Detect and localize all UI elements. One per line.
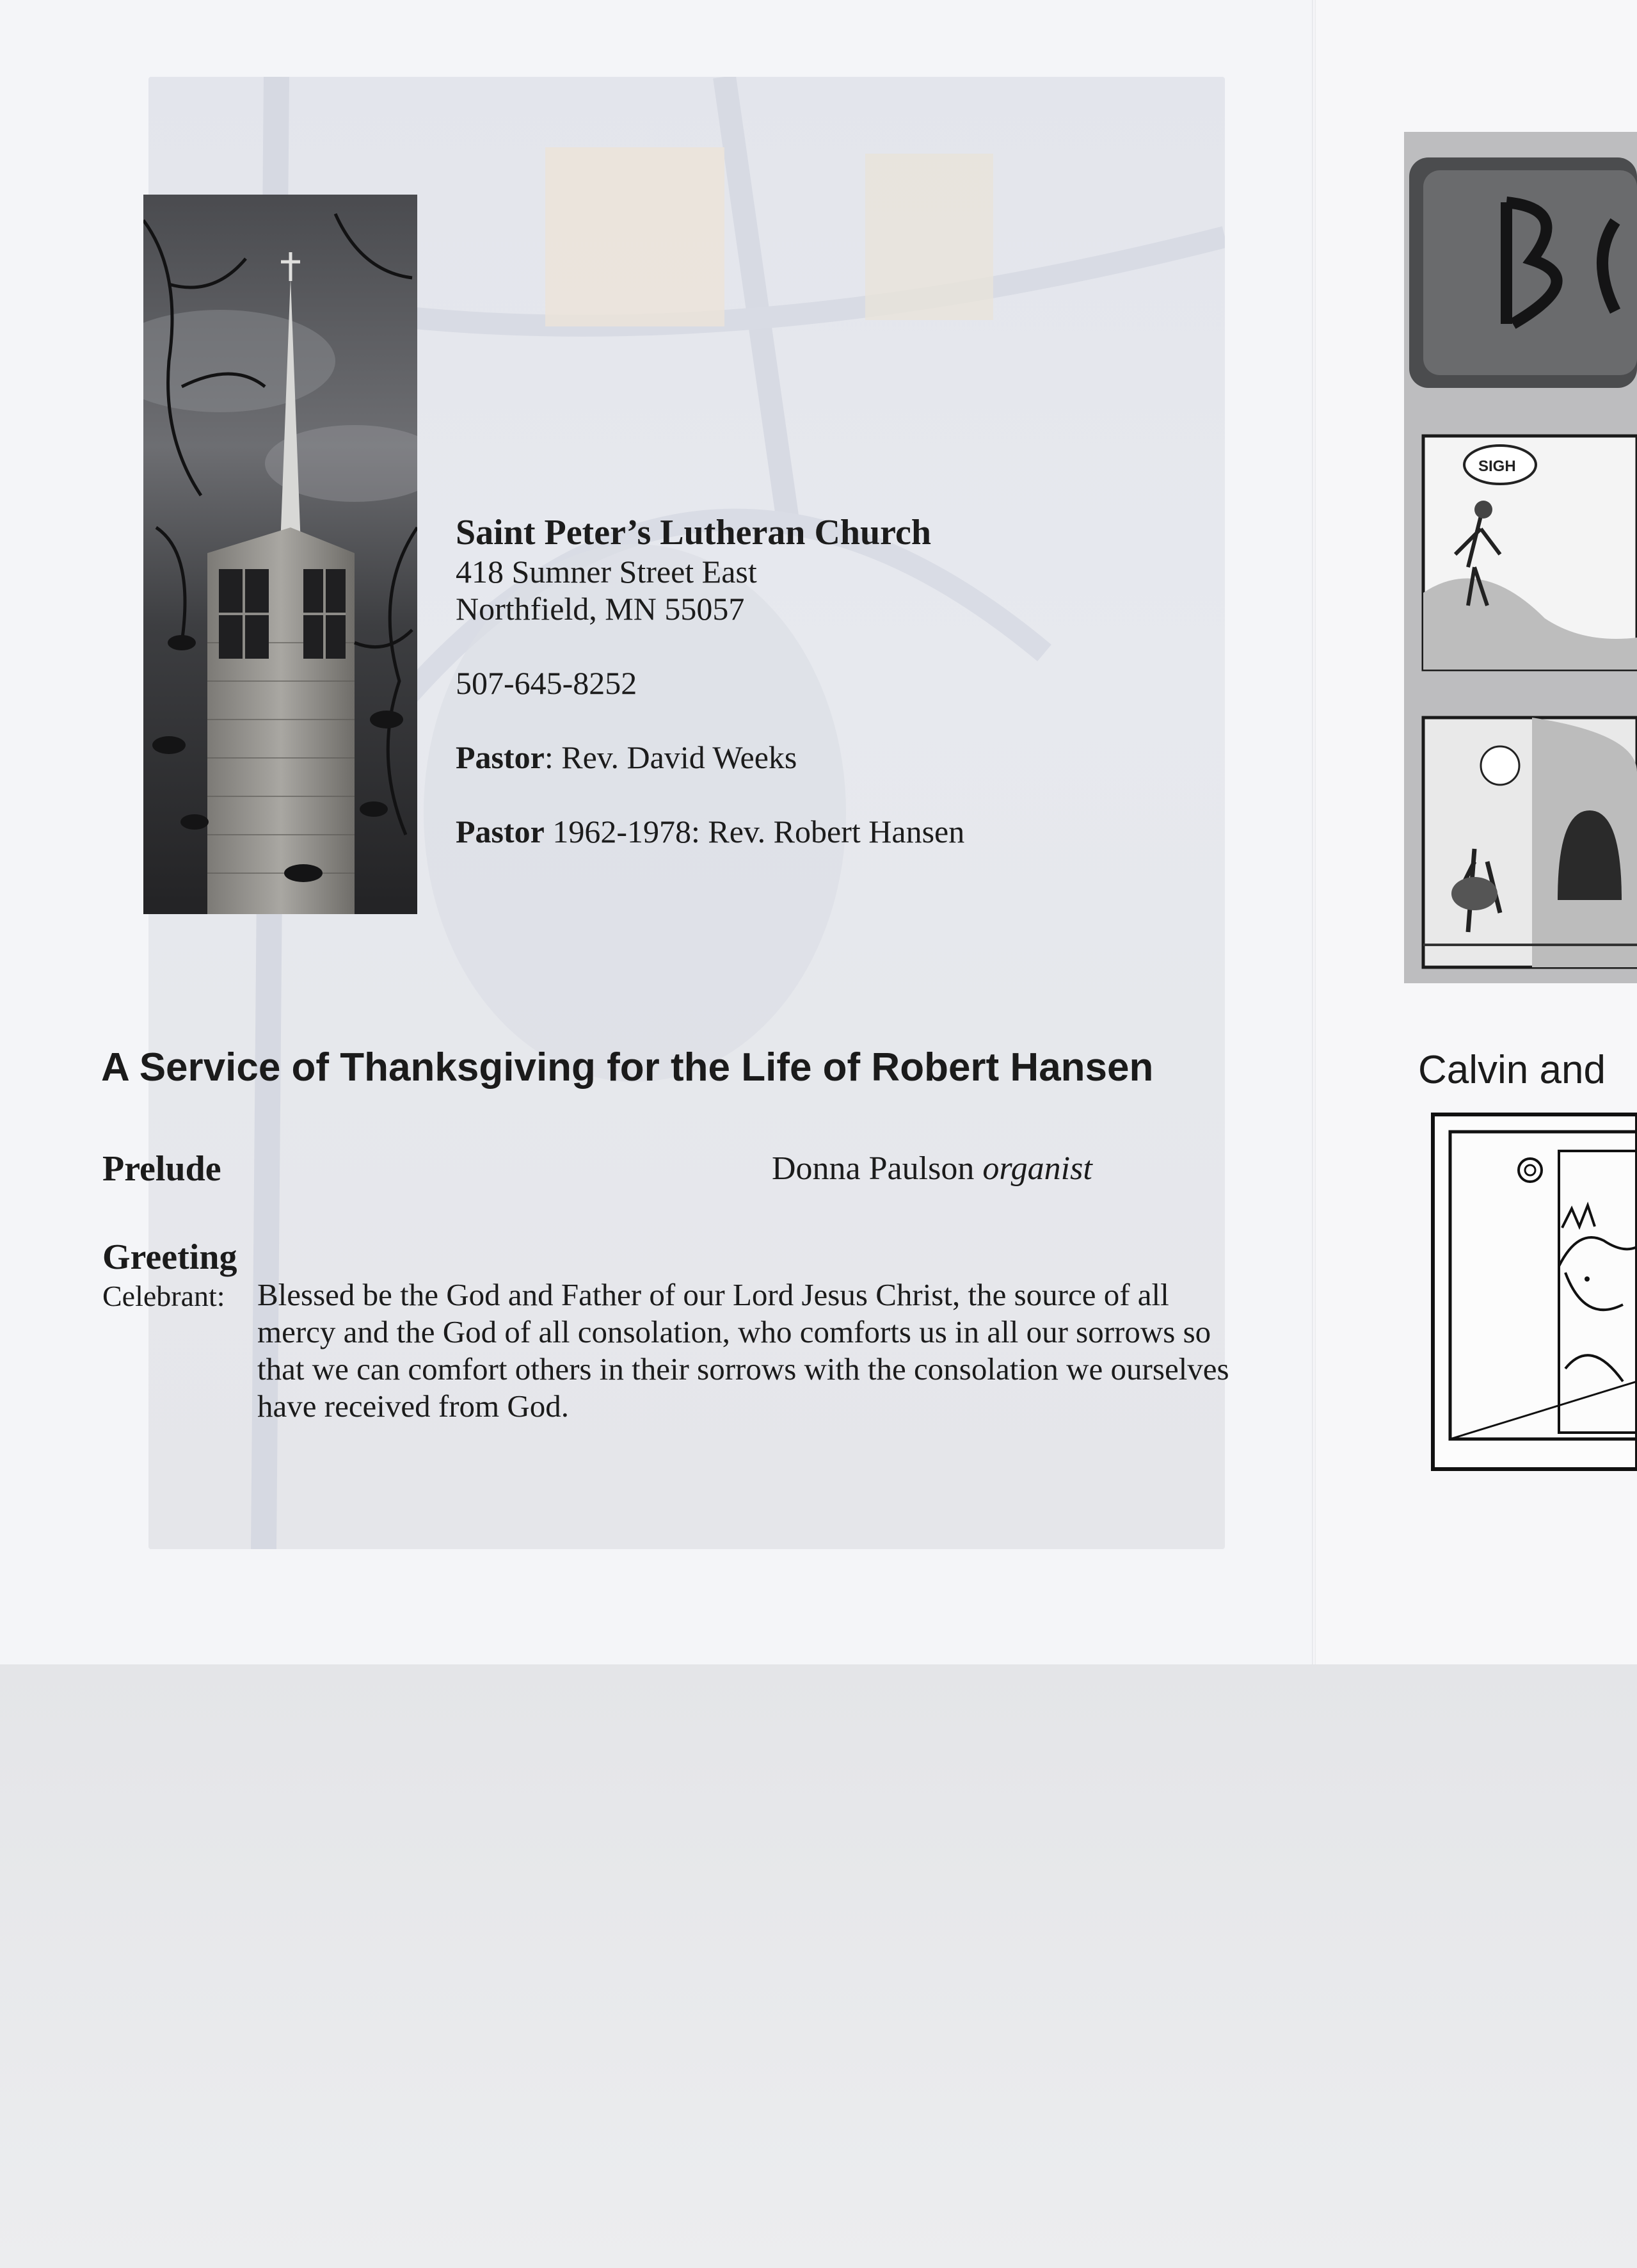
- pastor-label: Pastor: [456, 739, 545, 775]
- stone-logo-panel: [1409, 157, 1637, 388]
- celebrant-line: Blessed be the God and Father of our Lord Jesus Christ, the source of all: [257, 1277, 1169, 1312]
- church-street: 418 Sumner Street East: [456, 554, 757, 590]
- church-steeple-photo: [143, 195, 417, 914]
- current-pastor: [456, 739, 1224, 776]
- performer-role: organist: [982, 1150, 1092, 1187]
- church-city: Northfield, MN 55057: [456, 591, 745, 627]
- calvin-comic-panel: [1431, 1113, 1637, 1471]
- former-pastor: [456, 813, 1224, 850]
- comic-heading: Calvin and: [1418, 1048, 1606, 1092]
- underlying-sheet: [0, 1664, 1637, 2268]
- comic-strip: [1404, 132, 1637, 983]
- sigh-sound: SIGH: [1478, 458, 1516, 475]
- celebrant-line: that we can comfort others in their sorrows with the consolation we ourselves: [257, 1351, 1229, 1387]
- prelude-performer: [772, 1150, 1092, 1187]
- celebrant-line: have received from God.: [257, 1388, 570, 1424]
- celebrant-label: Celebrant:: [102, 1280, 225, 1312]
- pastor-name: : Rev. David Weeks: [544, 739, 797, 775]
- comic-panel-sad: [1423, 718, 1637, 967]
- prelude-heading: Prelude: [102, 1149, 221, 1189]
- performer-name: Donna Paulson: [772, 1150, 975, 1187]
- church-name: Saint Peter’s Lutheran Church: [456, 513, 932, 552]
- former-pastor-name: 1962-1978: Rev. Robert Hansen: [544, 814, 965, 849]
- celebrant-line: mercy and the God of all consolation, who comforts us in all our sorrows so: [257, 1314, 1211, 1349]
- service-title: A Service of Thanksgiving for the Life of Robert Hansen: [101, 1045, 1154, 1090]
- former-pastor-label: Pastor: [456, 814, 545, 849]
- celebrant-text: [257, 1276, 1256, 1425]
- comic-panel-sigh: [1423, 436, 1637, 670]
- greeting-heading: Greeting: [102, 1237, 237, 1277]
- church-phone: 507-645-8252: [456, 665, 637, 701]
- church-info: [456, 512, 1224, 850]
